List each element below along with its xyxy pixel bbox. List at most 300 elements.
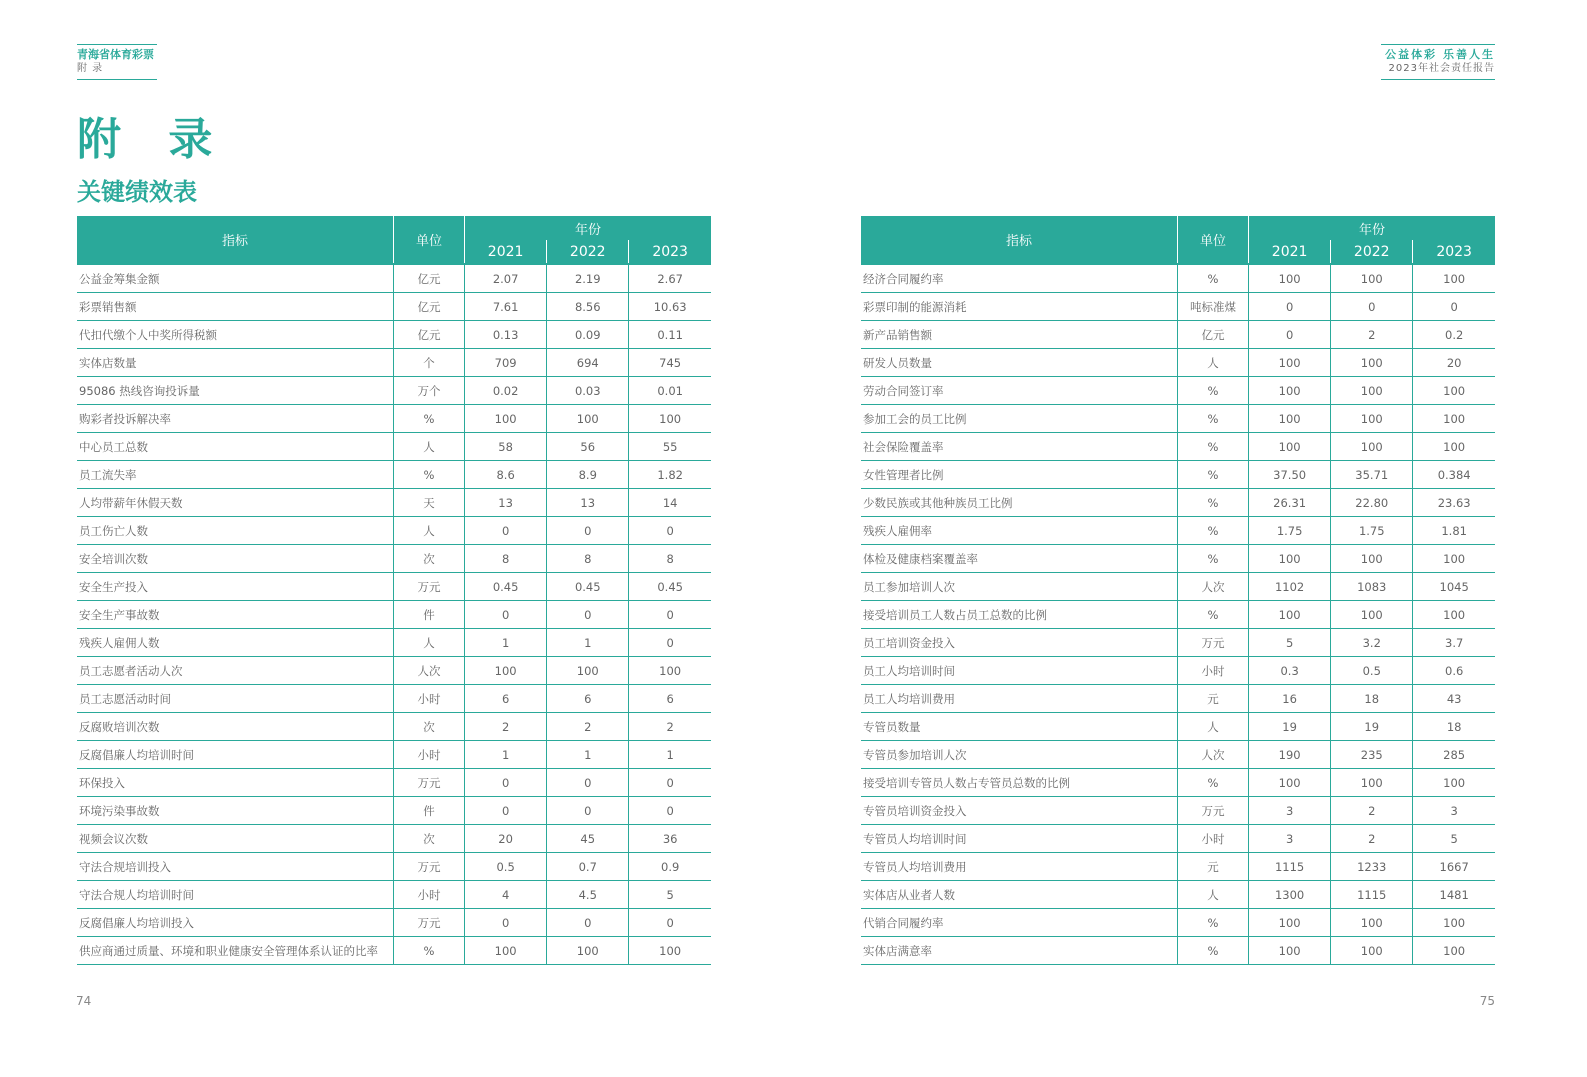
value-2021-cell: 5 xyxy=(1249,629,1331,657)
indicator-cell: 彩票印制的能源消耗 xyxy=(861,293,1177,321)
value-2021-cell: 3 xyxy=(1249,825,1331,853)
table-row xyxy=(77,853,711,881)
indicator-cell: 环境污染事故数 xyxy=(77,797,393,825)
indicator-cell: 反腐败培训次数 xyxy=(77,713,393,741)
value-2022-cell: 1115 xyxy=(1331,881,1413,909)
unit-cell: 人 xyxy=(1177,349,1248,377)
value-2021-cell: 0 xyxy=(465,601,547,629)
value-2022-cell: 2 xyxy=(1331,797,1413,825)
table-row xyxy=(861,321,1495,349)
indicator-cell: 专管员人均培训费用 xyxy=(861,853,1177,881)
value-2021-cell: 13 xyxy=(465,489,547,517)
value-2022-cell: 8.9 xyxy=(547,461,629,489)
value-2023-cell: 100 xyxy=(1413,937,1495,965)
value-2023-cell: 14 xyxy=(629,489,711,517)
indicator-cell: 供应商通过质量、环境和职业健康安全管理体系认证的比率 xyxy=(77,937,393,965)
value-2023-cell: 6 xyxy=(629,685,711,713)
table-row xyxy=(861,657,1495,685)
value-2021-cell: 100 xyxy=(1249,264,1331,293)
unit-cell: 件 xyxy=(393,601,464,629)
value-2023-cell: 0 xyxy=(629,769,711,797)
value-2023-cell: 1 xyxy=(629,741,711,769)
table-row xyxy=(77,685,711,713)
indicator-cell: 社会保险覆盖率 xyxy=(861,433,1177,461)
value-2022-cell: 100 xyxy=(1331,937,1413,965)
indicator-cell: 95086 热线咨询投诉量 xyxy=(77,377,393,405)
indicator-cell: 残疾人雇佣率 xyxy=(861,517,1177,545)
value-2023-cell: 0 xyxy=(629,909,711,937)
value-2022-cell: 0 xyxy=(1331,293,1413,321)
kpi-table xyxy=(77,216,711,965)
indicator-cell: 员工志愿活动时间 xyxy=(77,685,393,713)
value-2023-cell: 0 xyxy=(629,601,711,629)
value-2023-cell: 0.45 xyxy=(629,573,711,601)
table-row xyxy=(77,433,711,461)
value-2021-cell: 1 xyxy=(465,629,547,657)
column-header-2023: 2023 xyxy=(1413,240,1495,264)
value-2023-cell: 3.7 xyxy=(1413,629,1495,657)
value-2021-cell: 0 xyxy=(465,517,547,545)
indicator-cell: 员工人均培训时间 xyxy=(861,657,1177,685)
indicator-cell: 专管员参加培训人次 xyxy=(861,741,1177,769)
indicator-cell: 专管员培训资金投入 xyxy=(861,797,1177,825)
table-row xyxy=(861,293,1495,321)
value-2023-cell: 100 xyxy=(1413,769,1495,797)
indicator-cell: 员工志愿者活动人次 xyxy=(77,657,393,685)
unit-cell: 万元 xyxy=(393,909,464,937)
table-row xyxy=(77,545,711,573)
value-2021-cell: 100 xyxy=(1249,769,1331,797)
unit-cell: % xyxy=(1177,517,1248,545)
value-2021-cell: 1.75 xyxy=(1249,517,1331,545)
indicator-cell: 接受培训员工人数占员工总数的比例 xyxy=(861,601,1177,629)
value-2021-cell: 100 xyxy=(465,657,547,685)
unit-cell: 小时 xyxy=(1177,825,1248,853)
value-2023-cell: 5 xyxy=(629,881,711,909)
unit-cell: 人 xyxy=(393,517,464,545)
table-row xyxy=(77,769,711,797)
unit-cell: 人 xyxy=(393,433,464,461)
unit-cell: 次 xyxy=(393,825,464,853)
indicator-cell: 安全培训次数 xyxy=(77,545,393,573)
value-2022-cell: 2.19 xyxy=(547,264,629,293)
value-2022-cell: 19 xyxy=(1331,713,1413,741)
value-2021-cell: 709 xyxy=(465,349,547,377)
kpi-table xyxy=(861,216,1495,965)
value-2021-cell: 190 xyxy=(1249,741,1331,769)
indicator-cell: 体检及健康档案覆盖率 xyxy=(861,545,1177,573)
unit-cell: 人 xyxy=(1177,881,1248,909)
value-2021-cell: 100 xyxy=(1249,601,1331,629)
table-row xyxy=(77,825,711,853)
value-2022-cell: 694 xyxy=(547,349,629,377)
unit-cell: 万元 xyxy=(1177,797,1248,825)
table-row xyxy=(861,713,1495,741)
value-2021-cell: 37.50 xyxy=(1249,461,1331,489)
table-row xyxy=(861,741,1495,769)
value-2021-cell: 26.31 xyxy=(1249,489,1331,517)
table-row xyxy=(861,685,1495,713)
table-row xyxy=(861,405,1495,433)
table-row xyxy=(77,405,711,433)
unit-cell: % xyxy=(1177,769,1248,797)
table-row xyxy=(861,489,1495,517)
unit-cell: 元 xyxy=(1177,853,1248,881)
unit-cell: 天 xyxy=(393,489,464,517)
value-2023-cell: 0.384 xyxy=(1413,461,1495,489)
indicator-cell: 员工参加培训人次 xyxy=(861,573,1177,601)
value-2022-cell: 2 xyxy=(1331,825,1413,853)
value-2023-cell: 2 xyxy=(629,713,711,741)
indicator-cell: 代扣代缴个人中奖所得税额 xyxy=(77,321,393,349)
unit-cell: 人次 xyxy=(393,657,464,685)
unit-cell: % xyxy=(1177,405,1248,433)
unit-cell: 次 xyxy=(393,545,464,573)
table-row xyxy=(77,881,711,909)
value-2023-cell: 2.67 xyxy=(629,264,711,293)
value-2022-cell: 18 xyxy=(1331,685,1413,713)
indicator-cell: 员工流失率 xyxy=(77,461,393,489)
value-2021-cell: 1 xyxy=(465,741,547,769)
value-2021-cell: 100 xyxy=(1249,405,1331,433)
column-header-indicator: 指标 xyxy=(77,216,393,264)
indicator-cell: 经济合同履约率 xyxy=(861,264,1177,293)
value-2022-cell: 45 xyxy=(547,825,629,853)
unit-cell: % xyxy=(1177,461,1248,489)
unit-cell: 万元 xyxy=(393,573,464,601)
page-number: 74 xyxy=(76,994,92,1008)
value-2021-cell: 1300 xyxy=(1249,881,1331,909)
value-2023-cell: 100 xyxy=(629,657,711,685)
table-row xyxy=(861,909,1495,937)
value-2022-cell: 100 xyxy=(547,657,629,685)
table-row xyxy=(77,293,711,321)
value-2023-cell: 1.81 xyxy=(1413,517,1495,545)
value-2021-cell: 0 xyxy=(465,769,547,797)
value-2023-cell: 100 xyxy=(1413,909,1495,937)
unit-cell: % xyxy=(1177,377,1248,405)
indicator-cell: 新产品销售额 xyxy=(861,321,1177,349)
unit-cell: 人 xyxy=(1177,713,1248,741)
table-row xyxy=(77,461,711,489)
table-row xyxy=(861,545,1495,573)
table-row xyxy=(77,657,711,685)
indicator-cell: 实体店从业者人数 xyxy=(861,881,1177,909)
value-2023-cell: 0.2 xyxy=(1413,321,1495,349)
column-header-unit: 单位 xyxy=(1177,216,1248,264)
unit-cell: 亿元 xyxy=(393,264,464,293)
value-2021-cell: 100 xyxy=(465,405,547,433)
value-2022-cell: 0.03 xyxy=(547,377,629,405)
value-2023-cell: 0 xyxy=(1413,293,1495,321)
table-row xyxy=(77,713,711,741)
value-2023-cell: 0.11 xyxy=(629,321,711,349)
indicator-cell: 员工伤亡人数 xyxy=(77,517,393,545)
value-2022-cell: 100 xyxy=(1331,909,1413,937)
column-header-2023: 2023 xyxy=(629,240,711,264)
table-row xyxy=(77,517,711,545)
value-2023-cell: 100 xyxy=(1413,545,1495,573)
value-2022-cell: 1.75 xyxy=(1331,517,1413,545)
unit-cell: 人 xyxy=(393,629,464,657)
value-2022-cell: 0.09 xyxy=(547,321,629,349)
table-row xyxy=(77,909,711,937)
value-2023-cell: 0 xyxy=(629,517,711,545)
column-header-2022: 2022 xyxy=(1331,240,1413,264)
indicator-cell: 反腐倡廉人均培训时间 xyxy=(77,741,393,769)
value-2021-cell: 2 xyxy=(465,713,547,741)
value-2022-cell: 0 xyxy=(547,769,629,797)
value-2023-cell: 55 xyxy=(629,433,711,461)
unit-cell: 小时 xyxy=(1177,657,1248,685)
table-row xyxy=(861,264,1495,293)
indicator-cell: 员工人均培训费用 xyxy=(861,685,1177,713)
value-2023-cell: 23.63 xyxy=(1413,489,1495,517)
value-2021-cell: 100 xyxy=(1249,909,1331,937)
unit-cell: % xyxy=(393,461,464,489)
unit-cell: % xyxy=(1177,264,1248,293)
table-row xyxy=(861,349,1495,377)
unit-cell: 亿元 xyxy=(393,293,464,321)
value-2022-cell: 8.56 xyxy=(547,293,629,321)
indicator-cell: 守法合规人均培训时间 xyxy=(77,881,393,909)
unit-cell: 万元 xyxy=(393,853,464,881)
table-row xyxy=(77,573,711,601)
indicator-cell: 安全生产事故数 xyxy=(77,601,393,629)
indicator-cell: 人均带薪年休假天数 xyxy=(77,489,393,517)
unit-cell: 小时 xyxy=(393,685,464,713)
table-row xyxy=(77,349,711,377)
value-2023-cell: 0.6 xyxy=(1413,657,1495,685)
column-header-unit: 单位 xyxy=(393,216,464,264)
value-2021-cell: 6 xyxy=(465,685,547,713)
indicator-cell: 研发人员数量 xyxy=(861,349,1177,377)
value-2022-cell: 0.7 xyxy=(547,853,629,881)
value-2022-cell: 4.5 xyxy=(547,881,629,909)
value-2021-cell: 100 xyxy=(1249,937,1331,965)
value-2022-cell: 100 xyxy=(1331,377,1413,405)
unit-cell: 亿元 xyxy=(1177,321,1248,349)
value-2023-cell: 43 xyxy=(1413,685,1495,713)
value-2023-cell: 10.63 xyxy=(629,293,711,321)
value-2022-cell: 22.80 xyxy=(1331,489,1413,517)
value-2023-cell: 8 xyxy=(629,545,711,573)
value-2021-cell: 19 xyxy=(1249,713,1331,741)
unit-cell: % xyxy=(393,937,464,965)
indicator-cell: 彩票销售额 xyxy=(77,293,393,321)
column-header-year: 年份 xyxy=(465,216,711,240)
column-header-indicator: 指标 xyxy=(861,216,1177,264)
indicator-cell: 实体店数量 xyxy=(77,349,393,377)
unit-cell: 万个 xyxy=(393,377,464,405)
unit-cell: 吨标准煤 xyxy=(1177,293,1248,321)
unit-cell: 小时 xyxy=(393,741,464,769)
unit-cell: 亿元 xyxy=(393,321,464,349)
indicator-cell: 购彩者投诉解决率 xyxy=(77,405,393,433)
unit-cell: % xyxy=(1177,433,1248,461)
value-2022-cell: 100 xyxy=(1331,264,1413,293)
value-2022-cell: 8 xyxy=(547,545,629,573)
value-2021-cell: 0.13 xyxy=(465,321,547,349)
right-page xyxy=(794,0,1587,1077)
value-2021-cell: 0.3 xyxy=(1249,657,1331,685)
value-2023-cell: 100 xyxy=(1413,433,1495,461)
indicator-cell: 专管员人均培训时间 xyxy=(861,825,1177,853)
table-row xyxy=(861,853,1495,881)
value-2022-cell: 6 xyxy=(547,685,629,713)
indicator-cell: 视频会议次数 xyxy=(77,825,393,853)
value-2021-cell: 4 xyxy=(465,881,547,909)
value-2022-cell: 2 xyxy=(547,713,629,741)
running-header xyxy=(77,44,157,80)
value-2021-cell: 100 xyxy=(1249,545,1331,573)
table-row xyxy=(77,937,711,965)
value-2023-cell: 100 xyxy=(1413,601,1495,629)
value-2023-cell: 20 xyxy=(1413,349,1495,377)
value-2022-cell: 0 xyxy=(547,797,629,825)
column-header-2021: 2021 xyxy=(465,240,547,264)
unit-cell: 万元 xyxy=(1177,629,1248,657)
value-2022-cell: 35.71 xyxy=(1331,461,1413,489)
value-2023-cell: 100 xyxy=(1413,264,1495,293)
value-2022-cell: 100 xyxy=(1331,601,1413,629)
table-row xyxy=(861,769,1495,797)
unit-cell: 元 xyxy=(1177,685,1248,713)
unit-cell: 万元 xyxy=(393,769,464,797)
value-2022-cell: 100 xyxy=(1331,405,1413,433)
running-header xyxy=(1381,44,1495,80)
value-2021-cell: 58 xyxy=(465,433,547,461)
header-org-name: 青海省体育彩票 xyxy=(77,48,154,61)
value-2022-cell: 100 xyxy=(547,937,629,965)
value-2023-cell: 5 xyxy=(1413,825,1495,853)
value-2022-cell: 3.2 xyxy=(1331,629,1413,657)
column-header-2021: 2021 xyxy=(1249,240,1331,264)
value-2022-cell: 0.45 xyxy=(547,573,629,601)
header-section: 附 录 xyxy=(77,63,104,74)
unit-cell: 件 xyxy=(393,797,464,825)
value-2022-cell: 0 xyxy=(547,909,629,937)
value-2022-cell: 0 xyxy=(547,601,629,629)
value-2023-cell: 1667 xyxy=(1413,853,1495,881)
column-header-year: 年份 xyxy=(1249,216,1495,240)
value-2023-cell: 100 xyxy=(629,937,711,965)
unit-cell: 个 xyxy=(393,349,464,377)
indicator-cell: 残疾人雇佣人数 xyxy=(77,629,393,657)
value-2021-cell: 1115 xyxy=(1249,853,1331,881)
value-2021-cell: 1102 xyxy=(1249,573,1331,601)
value-2023-cell: 1.82 xyxy=(629,461,711,489)
value-2022-cell: 56 xyxy=(547,433,629,461)
unit-cell: % xyxy=(1177,489,1248,517)
value-2022-cell: 2 xyxy=(1331,321,1413,349)
table-row xyxy=(861,377,1495,405)
value-2022-cell: 100 xyxy=(547,405,629,433)
value-2021-cell: 100 xyxy=(465,937,547,965)
table-row xyxy=(77,797,711,825)
indicator-cell: 代销合同履约率 xyxy=(861,909,1177,937)
value-2023-cell: 100 xyxy=(1413,377,1495,405)
indicator-cell: 环保投入 xyxy=(77,769,393,797)
left-page xyxy=(0,0,793,1077)
value-2022-cell: 1 xyxy=(547,629,629,657)
value-2021-cell: 100 xyxy=(1249,377,1331,405)
indicator-cell: 反腐倡廉人均培训投入 xyxy=(77,909,393,937)
value-2021-cell: 0.5 xyxy=(465,853,547,881)
value-2021-cell: 2.07 xyxy=(465,264,547,293)
table-row xyxy=(861,601,1495,629)
value-2021-cell: 0.02 xyxy=(465,377,547,405)
value-2023-cell: 1481 xyxy=(1413,881,1495,909)
value-2023-cell: 0.9 xyxy=(629,853,711,881)
value-2022-cell: 1083 xyxy=(1331,573,1413,601)
value-2021-cell: 0.45 xyxy=(465,573,547,601)
value-2021-cell: 8 xyxy=(465,545,547,573)
table-row xyxy=(861,461,1495,489)
indicator-cell: 守法合规培训投入 xyxy=(77,853,393,881)
unit-cell: % xyxy=(393,405,464,433)
unit-cell: % xyxy=(1177,545,1248,573)
value-2023-cell: 18 xyxy=(1413,713,1495,741)
unit-cell: % xyxy=(1177,601,1248,629)
value-2023-cell: 100 xyxy=(1413,405,1495,433)
header-slogan: 公益体彩 乐善人生 xyxy=(1385,48,1495,61)
value-2023-cell: 36 xyxy=(629,825,711,853)
table-row xyxy=(861,881,1495,909)
indicator-cell: 参加工会的员工比例 xyxy=(861,405,1177,433)
table-row xyxy=(861,573,1495,601)
value-2022-cell: 0 xyxy=(547,517,629,545)
value-2023-cell: 1045 xyxy=(1413,573,1495,601)
unit-cell: % xyxy=(1177,909,1248,937)
indicator-cell: 少数民族或其他种族员工比例 xyxy=(861,489,1177,517)
indicator-cell: 公益金筹集金额 xyxy=(77,264,393,293)
value-2023-cell: 0 xyxy=(629,629,711,657)
page-number: 75 xyxy=(1479,994,1495,1008)
table-row xyxy=(861,825,1495,853)
unit-cell: % xyxy=(1177,937,1248,965)
indicator-cell: 中心员工总数 xyxy=(77,433,393,461)
indicator-cell: 接受培训专管员人数占专管员总数的比例 xyxy=(861,769,1177,797)
value-2021-cell: 0 xyxy=(1249,293,1331,321)
table-row xyxy=(77,264,711,293)
table-row xyxy=(861,433,1495,461)
section-title: 关键绩效表 xyxy=(77,178,197,206)
table-row xyxy=(861,629,1495,657)
value-2023-cell: 285 xyxy=(1413,741,1495,769)
value-2021-cell: 7.61 xyxy=(465,293,547,321)
unit-cell: 人次 xyxy=(1177,573,1248,601)
value-2023-cell: 100 xyxy=(629,405,711,433)
table-row xyxy=(861,797,1495,825)
value-2022-cell: 1 xyxy=(547,741,629,769)
table-row xyxy=(77,377,711,405)
value-2023-cell: 745 xyxy=(629,349,711,377)
unit-cell: 人次 xyxy=(1177,741,1248,769)
value-2021-cell: 0 xyxy=(465,797,547,825)
table-row xyxy=(77,629,711,657)
page-title: 附 录 xyxy=(77,114,229,165)
value-2023-cell: 0.01 xyxy=(629,377,711,405)
value-2021-cell: 3 xyxy=(1249,797,1331,825)
indicator-cell: 专管员数量 xyxy=(861,713,1177,741)
value-2021-cell: 100 xyxy=(1249,433,1331,461)
value-2022-cell: 100 xyxy=(1331,433,1413,461)
value-2021-cell: 0 xyxy=(465,909,547,937)
table-row xyxy=(861,517,1495,545)
value-2022-cell: 100 xyxy=(1331,349,1413,377)
value-2021-cell: 20 xyxy=(465,825,547,853)
